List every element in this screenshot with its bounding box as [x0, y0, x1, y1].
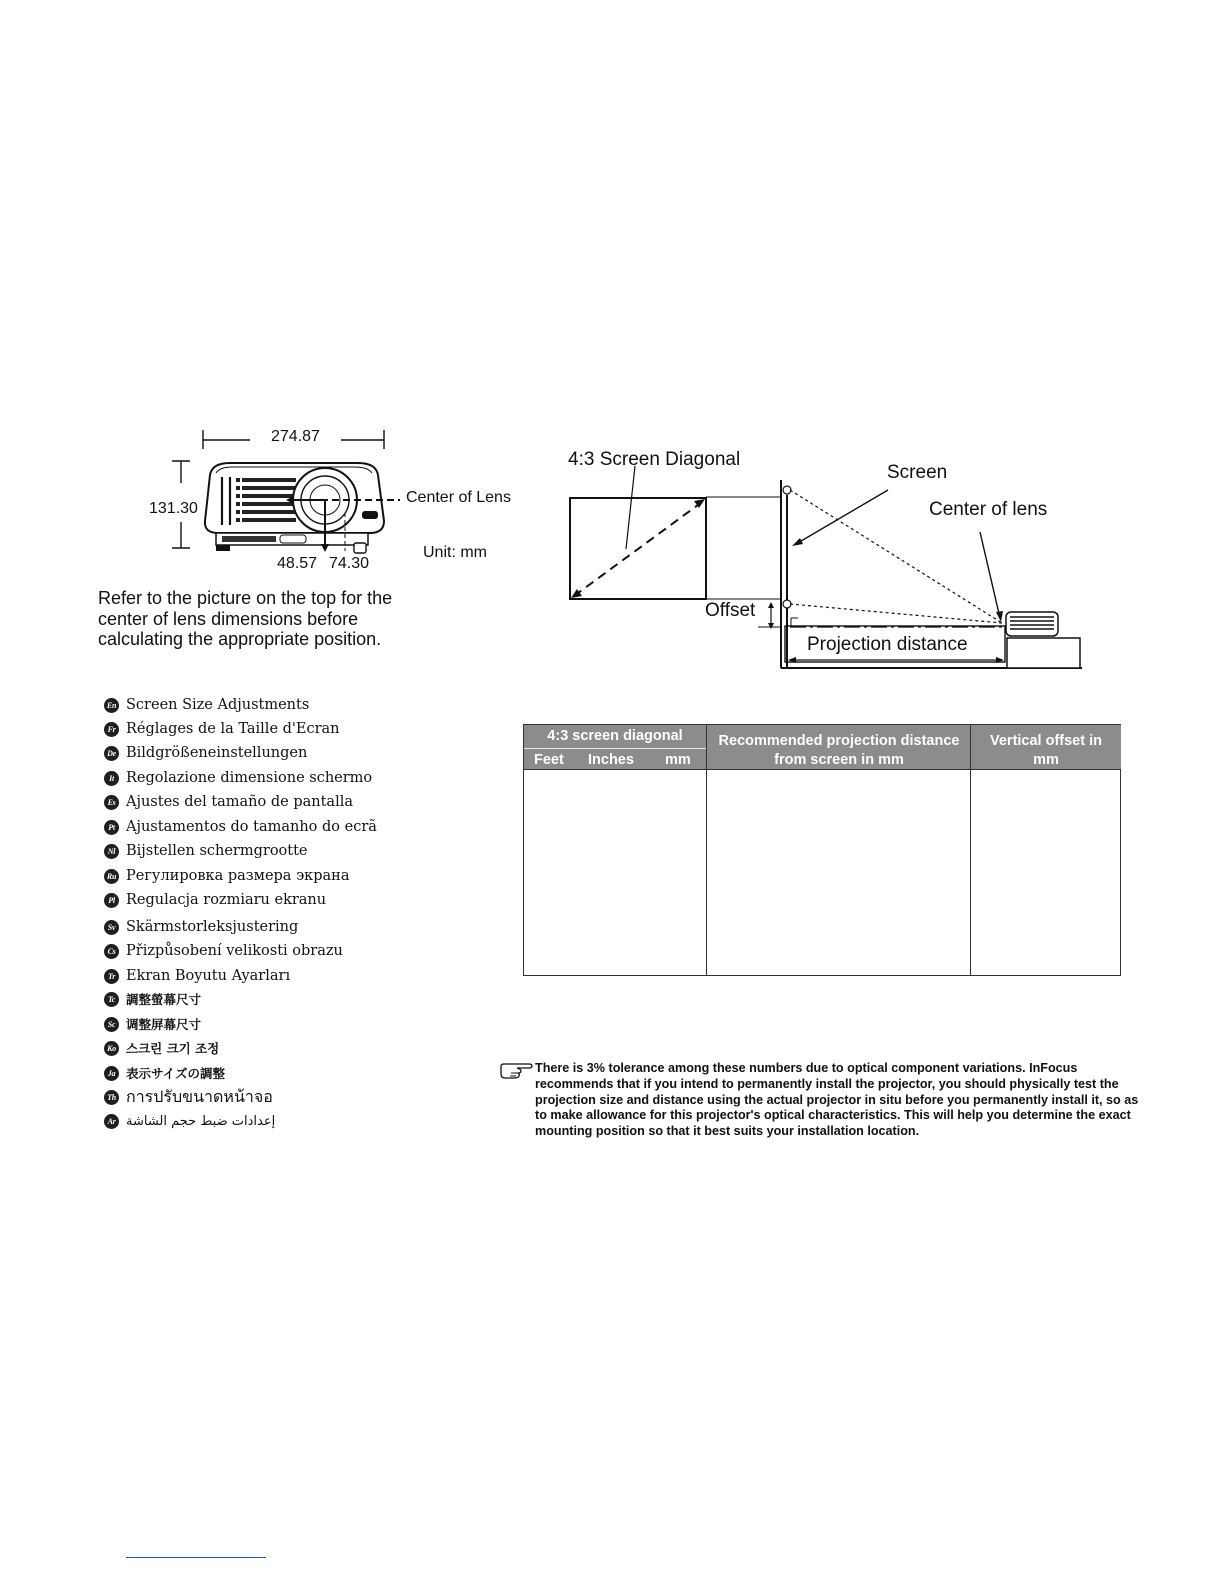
- screen-diagonal-label: 4:3 Screen Diagonal: [568, 449, 741, 470]
- language-badge-icon: Tr: [104, 969, 119, 984]
- language-label: Regulacja rozmiaru ekranu: [126, 892, 327, 908]
- header-subdivider: [524, 748, 706, 749]
- language-label: Bijstellen schermgrootte: [126, 843, 308, 859]
- tolerance-note: There is 3% tolerance among these numbers due to optical component variations. InFocus recommends that if you intend to permanently install the projector, you should physically test the projection size and distance using the actual projector in situ before you permanently install it, so as to make allowance for this projector's optical characteristics. This will help you determine the exact mounting position so that it best suits your installation location.: [535, 1061, 1139, 1139]
- language-item: [104, 988, 201, 1010]
- language-item: [104, 816, 377, 838]
- language-label: 調整螢幕尺寸: [126, 992, 202, 1007]
- language-label: Ekran Boyutu Ayarları: [126, 968, 291, 984]
- lens-position-note: Refer to the picture on the top for the center of lens dimensions before calculating the appropriate position.: [98, 588, 393, 649]
- language-badge-icon: It: [104, 771, 119, 786]
- offset-label: Offset: [705, 600, 756, 621]
- lens-offset-label-2: 74.30: [329, 555, 370, 572]
- language-label: Bildgrößeneinstellungen: [126, 745, 308, 761]
- column-divider-2: [970, 725, 971, 975]
- language-item: [104, 840, 308, 862]
- header-rule: [524, 769, 1121, 770]
- language-item: [104, 940, 343, 962]
- language-badge-icon: Pl: [104, 893, 119, 908]
- offset-header: Vertical offset in mm: [989, 733, 1102, 768]
- feet-header: Feet: [534, 752, 564, 768]
- language-label: Přizpůsobení velikosti obrazu: [126, 943, 343, 959]
- center-of-lens-diagram-label: Center of lens: [929, 499, 1048, 520]
- column-divider-1: [706, 725, 707, 975]
- width-dimension-label: 274.87: [271, 428, 320, 445]
- footer-rule: [126, 1557, 266, 1558]
- language-badge-icon: Ru: [104, 869, 119, 884]
- distance-header: Recommended projection distance from screen in mm: [718, 733, 960, 768]
- projection-distance-label: Projection distance: [807, 634, 968, 655]
- language-label: Регулировка размера экрана: [126, 868, 350, 884]
- mm-header: mm: [665, 752, 691, 768]
- language-item: [104, 1013, 201, 1035]
- language-item: [104, 865, 349, 887]
- language-badge-icon: Es: [104, 795, 119, 810]
- language-item: [104, 767, 372, 789]
- language-item: [104, 965, 290, 987]
- language-badge-icon: En: [104, 698, 119, 713]
- language-badge-icon: Nl: [104, 844, 119, 859]
- language-item: [104, 791, 353, 813]
- diagonal-group-header: 4:3 screen diagonal: [547, 728, 683, 744]
- language-item: [104, 916, 298, 938]
- projector-dimension-figure: [140, 425, 530, 575]
- language-item: [104, 1062, 225, 1084]
- language-label: إعدادات ضبط حجم الشاشة: [126, 1113, 276, 1129]
- language-badge-icon: Pt: [104, 820, 119, 835]
- language-badge-icon: Ko: [104, 1041, 119, 1056]
- language-label: Skärmstorleksjustering: [126, 919, 299, 935]
- language-label: Ajustes del tamaño de pantalla: [126, 794, 353, 810]
- language-label: 表示サイズの調整: [126, 1066, 226, 1081]
- language-item: [104, 1086, 273, 1108]
- language-badge-icon: Sv: [104, 920, 119, 935]
- language-badge-icon: Th: [104, 1090, 119, 1105]
- language-badge-icon: Tc: [104, 992, 119, 1007]
- language-label: Ajustamentos do tamanho do ecrã: [126, 819, 377, 835]
- screen-label: Screen: [887, 462, 948, 483]
- language-badge-icon: Ar: [104, 1114, 119, 1129]
- center-of-lens-label: Center of Lens: [406, 489, 511, 506]
- language-item: [104, 694, 309, 716]
- language-badge-icon: Ja: [104, 1066, 119, 1081]
- language-label: Screen Size Adjustments: [126, 697, 310, 713]
- lens-offset-label-1: 48.57: [277, 555, 318, 572]
- language-badge-icon: De: [104, 746, 119, 761]
- language-badge-icon: Fr: [104, 722, 119, 737]
- language-label: 스크린 크기 조정: [126, 1041, 220, 1056]
- language-item: [104, 1110, 275, 1132]
- language-badge-icon: Sc: [104, 1017, 119, 1032]
- language-label: Réglages de la Taille d'Ecran: [126, 721, 340, 737]
- language-label: การปรับขนาดหน้าจอ: [126, 1086, 273, 1106]
- projection-distance-table: [523, 724, 1121, 976]
- inches-header: Inches: [588, 752, 634, 768]
- language-label: 调整屏幕尺寸: [126, 1017, 202, 1032]
- language-item: [104, 742, 307, 764]
- language-item: [104, 1037, 219, 1059]
- language-item: [104, 889, 326, 911]
- language-badge-icon: Cs: [104, 944, 119, 959]
- language-item: [104, 718, 340, 740]
- height-dimension-label: 131.30: [149, 500, 198, 517]
- unit-label: Unit: mm: [423, 544, 487, 561]
- pointing-hand-icon: [499, 1062, 533, 1080]
- projection-diagram: [560, 440, 1100, 680]
- language-label: Regolazione dimensione schermo: [126, 770, 373, 786]
